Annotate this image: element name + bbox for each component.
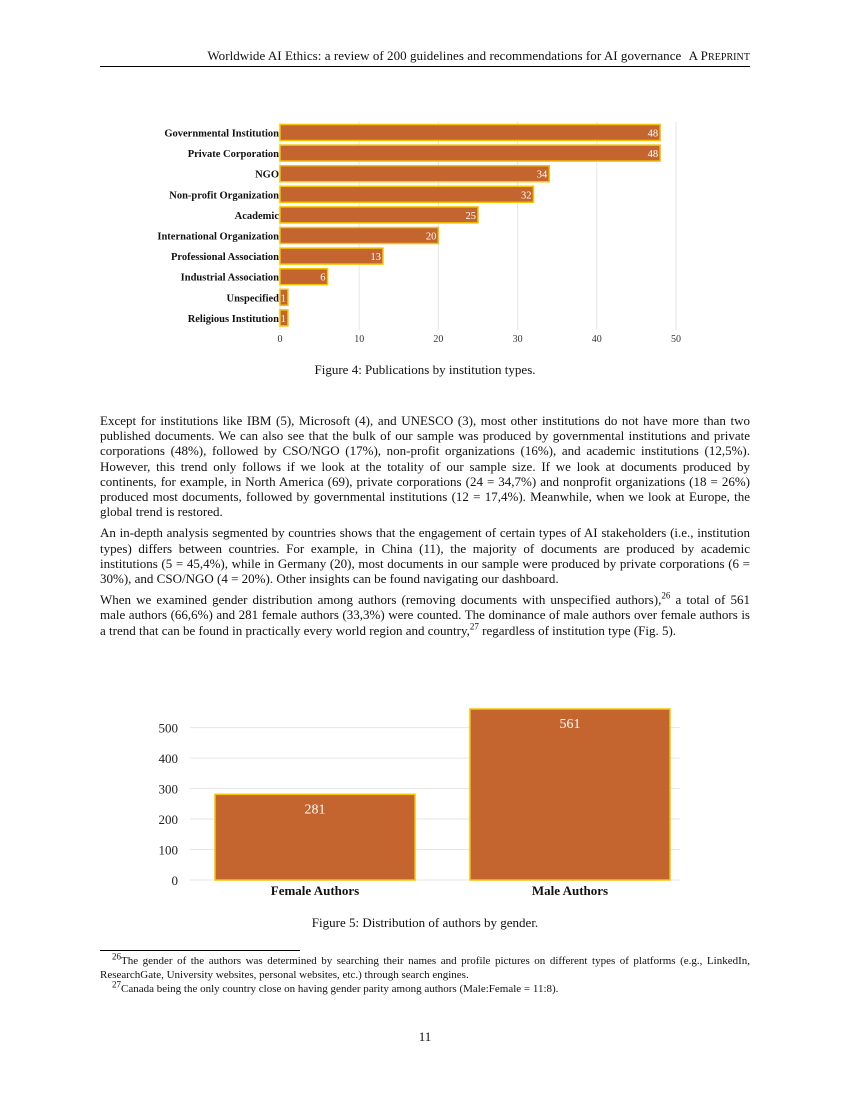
figure-5-category-labels [271,883,608,898]
paragraph-2: An in-depth analysis segmented by countries shows that the engagement of certain types of AI stakeholders (i.e., institution types) differs between countries. For example, in China (11), the majority of documents are produced by academic institutions (5 = 45,4%), while in Germany (20), most documents in our sample were produced by private corporations (6 = 30%), and CSO/NGO (4 = 20%). Other insights can be found navigating our dashboard. [100,525,750,587]
figure-4-bar [280,248,383,264]
figure-4-x-tick: 30 [512,334,523,345]
figure-4-x-tick: 10 [354,334,365,345]
figure-4-chart [0,0,850,360]
header-title: Worldwide AI Ethics: a review of 200 guidelines and recommendations for AI governance [207,48,682,63]
figure-4-bar [280,145,660,161]
figure-4-bar-value: 34 [536,169,548,181]
figure-4-category-label: Non-profit Organization [169,190,279,202]
figure-4-bar [280,207,478,223]
figure-4-bar [280,186,533,202]
figure-5-bars [215,709,670,880]
body-text [100,413,750,644]
figure-5-bar [470,709,670,880]
figure-4-x-tick: 40 [591,334,602,345]
figure-4-category-labels [157,129,279,325]
figure-4-bar-value: 48 [647,149,659,161]
figure-4-bar [280,125,660,141]
figure-5-category-label: Male Authors [531,883,609,898]
figure-4-category-label: NGO [255,169,279,181]
figure-4-bar-value: 32 [520,190,532,202]
paragraph-1: Except for institutions like IBM (5), Microsoft (4), and UNESCO (3), most other institutions do not have more than two published documents. We can also see that the bulk of our sample was produced by governmental institutions and private corporations (48%), followed by CSO/NGO (17%), non-profit organizations (16%), and academic institutions (12,5%). However, this trend only follows if we look at the totality of our sample size. If we look at documents produced by continents, for example, in North America (69), private corporations (24 = 34,7%) and nonprofit organizations (18 = 26%) produced most documents, followed by governmental institutions (12 = 17,4%). Meanwhile, when we look at Europe, the global trend is restored. [100,413,750,520]
figure-4-x-tick: 20 [433,334,444,345]
figure-5-bar-value: 561 [559,717,581,732]
figure-4-x-tick: 0 [277,334,283,345]
footnote-27: $^{27}$Canada being the only country close on having gender parity among authors (Male:Female = 11:8). [112,979,559,995]
figure-4-x-tick: 50 [671,334,681,345]
figure-4-bars [280,125,660,326]
figure-4-x-tick-labels [278,334,682,345]
header-preprint-tag: A PREPRINT [688,48,750,63]
footnote-ref-27[interactable]: 27 [469,621,479,632]
figure-5-chart [0,690,850,910]
figure-5-caption: Figure 5: Distribution of authors by gender. [311,915,539,930]
figure-5-y-tick: 100 [158,842,178,858]
figure-4-category-label: Industrial Association [180,272,279,284]
footnotes [100,951,750,996]
figure-4-bar-value: 1 [280,313,286,325]
figure-4-bar-value: 1 [280,293,286,305]
figure-4-category-label: Academic [234,210,279,222]
page-number: 11 [418,1029,432,1044]
figure-5-category-label: Female Authors [270,883,360,898]
figure-4-bar-value: 48 [647,128,659,140]
footnote-26: $^{26}$The gender of the authors was determined by searching their names and profile pictures on different types of platforms (e.g., LinkedIn, ResearchGate, University websites, personal websites, etc.) through search engines. [100,951,750,981]
figure-4-caption: Figure 4: Publications by institution types. [314,362,536,377]
paragraph-3: When we examined gender distribution among authors (removing documents with unspecified authors),$^{26}$ a total of 561 male authors (66,6%) and 281 female authors (33,3%) were counted. The dominance of male authors over female authors is a trend that can be found in practically every world region and country,$^{27}$ regardless of institution type (Fig. 5). [100,590,750,638]
footnote-rule [100,950,300,951]
figure-4-bar-value: 13 [370,252,381,264]
figure-5-y-tick: 200 [158,812,178,828]
figure-4-bar [280,228,438,244]
figure-4-category-label: International Organization [157,231,279,243]
figure-4-bar-value: 25 [465,210,476,222]
figure-5-y-tick: 400 [158,751,178,767]
footnote-ref-26[interactable]: 26 [661,590,671,601]
figure-4-category-label: Governmental Institution [164,128,279,140]
figure-4-bar-value: 20 [425,231,437,243]
figure-5-y-tick-labels [159,721,179,888]
figure-5-bar-value: 281 [304,802,326,818]
figure-4-bar-value: 6 [320,272,326,284]
figure-4-category-label: Religious Institution [187,313,279,325]
figure-5-y-tick: 500 [158,720,178,736]
figure-4-category-label: Professional Association [170,252,279,264]
figure-4-category-label: Unspecified [226,293,279,305]
figure-5-y-tick: 0 [171,873,178,888]
figure-5-y-tick: 300 [158,781,178,797]
figure-4-category-label: Private Corporation [187,149,279,161]
figure-4-bar [280,166,549,182]
